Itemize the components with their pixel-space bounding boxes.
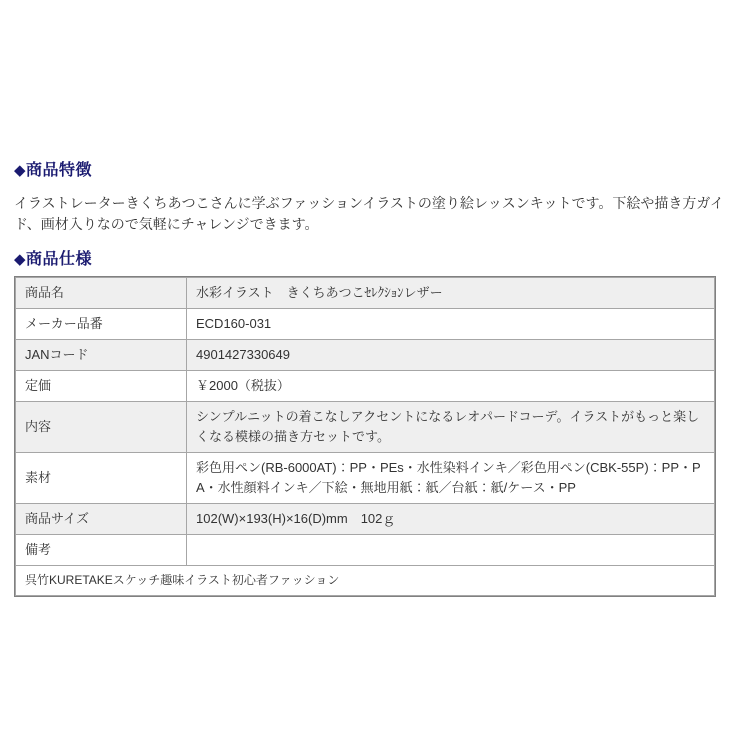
table-row xyxy=(16,453,715,504)
spec-value-list-price: ￥2000（税抜） xyxy=(187,371,715,402)
table-row xyxy=(16,504,715,535)
spec-value-jan-code: 4901427330649 xyxy=(187,340,715,371)
spec-table-container xyxy=(14,276,716,597)
spec-footer-keywords: 呉竹KURETAKEスケッチ趣味イラスト初心者ファッション xyxy=(16,566,715,596)
spec-label-material: 素材 xyxy=(16,453,187,504)
spec-value-remarks xyxy=(187,535,715,566)
spec-label-product-size: 商品サイズ xyxy=(16,504,187,535)
spec-label-maker-number: メーカー品番 xyxy=(16,309,187,340)
spec-label-contents: 内容 xyxy=(16,402,187,453)
spec-value-product-size: 102(W)×193(H)×16(D)mm 102ｇ xyxy=(187,504,715,535)
table-footer-row xyxy=(16,566,715,596)
spec-label-product-name: 商品名 xyxy=(16,278,187,309)
spec-table xyxy=(15,277,715,596)
table-row xyxy=(16,309,715,340)
features-section-heading xyxy=(14,157,722,180)
table-row xyxy=(16,402,715,453)
spec-value-product-name: 水彩イラスト きくちあつこｾﾚｸｼｮﾝレザー xyxy=(187,278,715,309)
spec-label-jan-code: JANコード xyxy=(16,340,187,371)
table-row xyxy=(16,371,715,402)
diamond-bullet-icon: ◆ xyxy=(14,162,27,179)
spec-label-remarks: 備考 xyxy=(16,535,187,566)
specs-heading-label: 商品仕様 xyxy=(26,251,93,268)
table-row xyxy=(16,278,715,309)
features-description: イラストレーターきくちあつこさんに学ぶファッションイラストの塗り絵レッスンキットです。下絵や描き方ガイド、画材入りなので気軽にチャレンジできます。 xyxy=(14,195,724,232)
diamond-bullet-icon: ◆ xyxy=(14,251,27,268)
spec-value-contents: シンプルニットの着こなしアクセントになるレオパードコーデ。イラストがもっと楽しくなる模様の描き方セットです。 xyxy=(187,402,715,453)
spec-value-material: 彩色用ペン(RB-6000AT)：PP・PEs・水性染料インキ／彩色用ペン(CBK-55P)：PP・PA・水性顔料インキ／下絵・無地用紙：紙／台紙：紙/ケース・PP xyxy=(187,453,715,504)
features-heading-label: 商品特徴 xyxy=(26,162,93,179)
spec-value-maker-number: ECD160-031 xyxy=(187,309,715,340)
spec-label-list-price: 定価 xyxy=(16,371,187,402)
table-row xyxy=(16,535,715,566)
specs-section-heading xyxy=(14,246,722,269)
table-row xyxy=(16,340,715,371)
